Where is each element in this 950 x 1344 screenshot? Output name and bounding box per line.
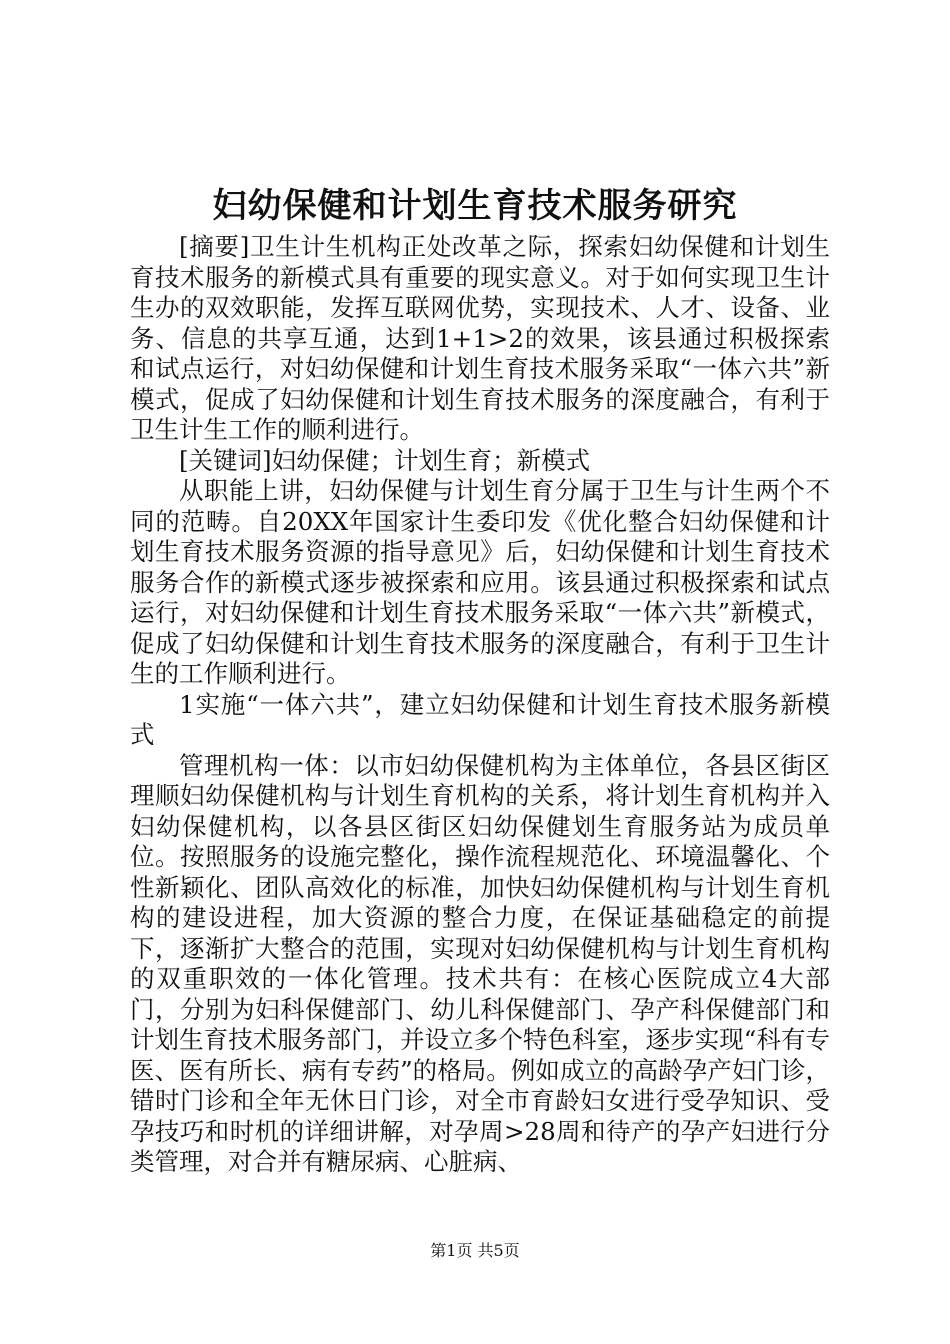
body-paragraph: 管理机构一体：以市妇幼保健机构为主体单位，各县区街区理顺妇幼保健机构与计划生育机构的关系，将计划生育机构并入妇幼保健机构，以各县区街区妇幼保健划生育服务站为成员单位。按照服务的设施完整化，操作流程规范化、环境温馨化、个性新颖化、团队高效化的标准，加快妇幼保健机构与计划生育机构的建设进程，加大资源的整合力度，在保证基础稳定的前提下，逐渐扩大整合的范围，实现对妇幼保健机构与计划生育机构的双重职效的一体化管理。技术共有：在核心医院成立4大部门，分别为妇科保健部门、幼儿科保健部门、孕产科保健部门和计划生育技术服务部门，并设立多个特色科室，逐步实现“科有专医、医有所长、病有专药”的格局。例如成立的高龄孕产妇门诊，错时门诊和全年无休日门诊，对全市育龄妇女进行受孕知识、受孕技巧和时机的详细讲解，对孕周>28周和待产的孕产妇进行分类管理，对合并有糖尿病、心脏病、 [130,750,830,1176]
abstract-paragraph: [摘要]卫生计生机构正处改革之际，探索妇幼保健和计划生育技术服务的新模式具有重要的现实意义。对于如何实现卫生计生办的双效职能，发挥互联网优势，实现技术、人才、设备、业务、信息的共享互通，达到1+1>2的效果，该县通过积极探索和试点运行，对妇幼保健和计划生育技术服务采取“一体六共”新模式，促成了妇幼保健和计划生育技术服务的深度融合，有利于卫生计生工作的顺利进行。 [130,232,830,444]
document-title: 妇幼保健和计划生育技术服务研究 [212,186,738,226]
keywords-paragraph: [关键词]妇幼保健；计划生育；新模式 [179,445,591,475]
section-heading: 1实施“一体六共”，建立妇幼保健和计划生育技术服务新模式 [130,689,830,749]
document-body [130,232,830,1178]
intro-paragraph: 从职能上讲，妇幼保健与计划生育分属于卫生与计生两个不同的范畴。自20XX年国家计生委印发《优化整合妇幼保健和计划生育技术服务资源的指导意见》后，妇幼保健和计划生育技术服务合作的新模式逐步被探索和应用。该县通过积极探索和试点运行，对妇幼保健和计划生育技术服务采取“一体六共”新模式，促成了妇幼保健和计划生育技术服务的深度融合，有利于卫生计生的工作顺利进行。 [130,476,830,688]
page-footer: 第1页 共5页 [430,1241,520,1260]
